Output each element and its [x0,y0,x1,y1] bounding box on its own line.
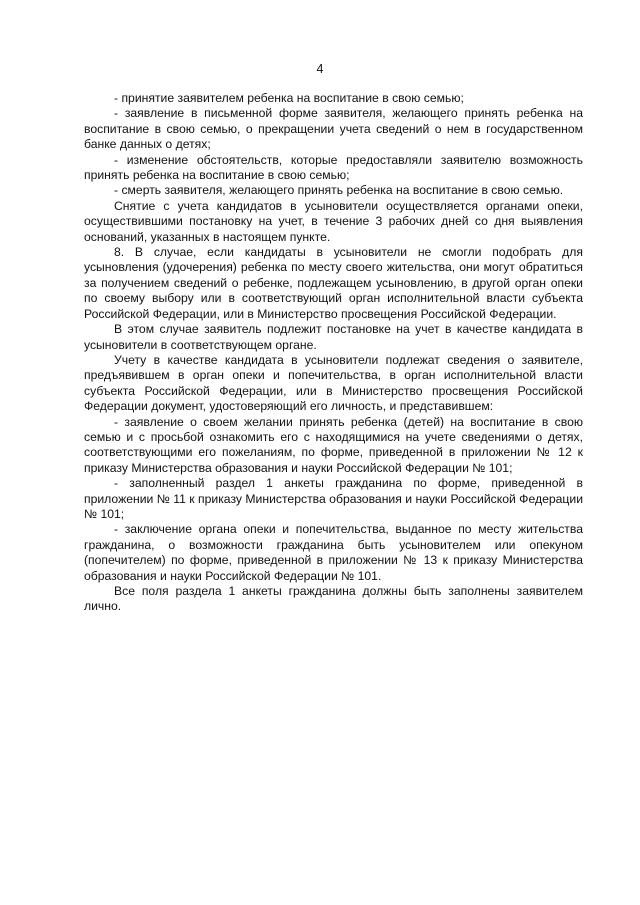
paragraph-circumstances-change: - изменение обстоятельств, которые предоставляли заявителю возможность принять ребенка на воспитание в свою семью; [84,152,583,183]
paragraph-fields-filled: Все поля раздела 1 анкеты гражданина должны быть заполнены заявителем лично. [84,584,583,614]
paragraph-deregistration: Снятие с учета кандидатов в усыновители осуществляется органами опеки, осуществившими постановку на учет, в течение 3 рабочих дней со дня выявления оснований, указанных в настоящем пункте. [84,198,583,244]
paragraph-guardianship-conclusion: - заключение органа опеки и попечительства, выданное по месту жительства гражданина, о возможности гражданина быть усыновителем или опекуном (попечителем) по форме, приведенной в приложении № 13 к приказу Министерства образования и науки Российской Федерации № 101. [84,522,583,583]
page-number: 4 [316,62,324,76]
paragraph-applicant-death: - смерть заявителя, желающего принять ребенка на воспитание в свою семью. [114,183,564,198]
paragraph-questionnaire: - заполненный раздел 1 анкеты гражданина по форме, приведенной в приложении № 11 к приказу Министерства образования и науки Российской Федерации № 101; [84,476,583,521]
paragraph-registration-in-organ: В этом случае заявитель подлежит постановке на учет в качестве кандидата в усыновители в соответствующем органе. [84,322,583,352]
paragraph-application-form: - заявление о своем желании принять ребенка (детей) на воспитание в свою семью и с просьбой ознакомить его с находящимися на учете сведениями о детях, соответствующими его пожеланиям, по форме, приведенной в приложении № 12 к приказу Министерства образования и науки Российской Федерации № 101; [84,414,583,475]
paragraph-item-8: 8. В случае, если кандидаты в усыновители не смогли подобрать для усыновления (удочерения) ребенка по месту своего жительства, они могут обратиться за получением сведений о ребенке, подлежащем усыновлению, в другой орган опеки по своему выбору или в соответствующий орган исполнительной власти субъекта Российской Федерации, или в Министерство просвещения Российской Федерации. [84,245,583,321]
paragraph-registration-info: Учету в качестве кандидата в усыновители подлежат сведения о заявителе, предъявившем в орган опеки и попечительства, в орган исполнительной власти субъекта Российской Федерации, или в Министерство просвещения Российской Федерации документ, удостоверяющий его личность, и представившем: [84,352,583,414]
paragraph-written-application: - заявление в письменной форме заявителя, желающего принять ребенка на воспитание в свою семью, о прекращении учета сведений о нем в государственном банке данных о детях; [84,106,583,152]
document-body [84,91,583,615]
paragraph-adoption-accepted: - принятие заявителем ребенка на воспитание в свою семью; [114,91,464,105]
